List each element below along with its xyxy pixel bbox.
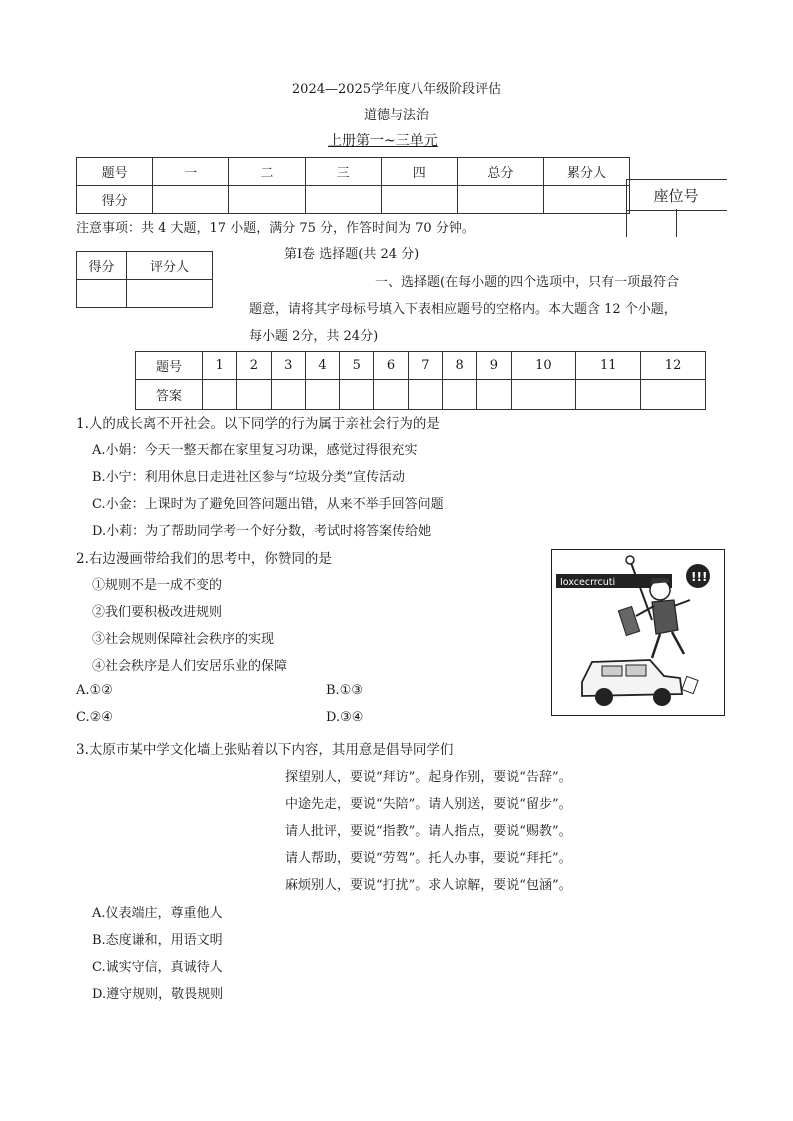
section-title: 第Ⅰ卷 选择题(共 24 分) (284, 247, 420, 262)
car-wheel (595, 688, 613, 706)
question-3-poem-line: 请人帮助，要说“劳驾”。托人办事，要说“拜托”。 (285, 851, 572, 866)
notice-text: 注意事项：共 4 大题，17 小题，满分 75 分，作答时间为 70 分钟。 (76, 221, 475, 236)
answer-table (135, 351, 706, 410)
answer-cell[interactable] (271, 380, 305, 410)
score-table-header: 一 (153, 158, 229, 186)
question-3-option-b: B.态度谦和，用语文明 (92, 933, 223, 948)
grader-table (76, 251, 213, 308)
question-2-statement-4: ④社会秩序是人们安居乐业的保障 (92, 659, 288, 674)
score-table-label: 得分 (77, 186, 153, 214)
question-3-option-c: C.诚实守信，真诚待人 (92, 960, 223, 975)
question-3-poem-line: 探望别人，要说“拜访”。起身作别，要说“告辞”。 (285, 770, 572, 785)
question-number: 11 (576, 352, 641, 380)
question-2-option-c: C.②④ (76, 710, 113, 725)
score-table-header: 题号 (77, 158, 153, 186)
grader-score-label: 得分 (77, 252, 127, 280)
question-3-poem-line: 麻烦别人，要说“打扰”。求人谅解，要说“包涵”。 (285, 878, 572, 893)
answer-cell[interactable] (408, 380, 442, 410)
seat-label: 座位号 (653, 187, 699, 205)
grader-score-cell[interactable] (77, 280, 127, 308)
question-1-option-b: B.小宁：利用休息日走进社区参与“垃圾分类”宣传活动 (92, 470, 405, 485)
cartoon-drawing (552, 550, 724, 715)
answer-cell[interactable] (442, 380, 476, 410)
score-table-header: 四 (381, 158, 457, 186)
section-instruction-3: 每小题 2分，共 24分) (249, 329, 379, 344)
question-number: 9 (477, 352, 511, 380)
grader-name-cell[interactable] (127, 280, 213, 308)
question-1-option-d: D.小莉：为了帮助同学考一个好分数，考试时将答案传给她 (92, 524, 432, 539)
question-2-option-b: B.①③ (326, 683, 363, 698)
score-cell[interactable] (543, 186, 629, 214)
exclaim-text: !!! (691, 570, 708, 584)
grader-label: 评分人 (127, 252, 213, 280)
question-number: 5 (340, 352, 374, 380)
score-table-header: 总分 (457, 158, 543, 186)
question-2-statement-1: ①规则不是一成不变的 (92, 578, 223, 593)
question-2-option-a: A.①② (76, 683, 113, 698)
answer-cell[interactable] (237, 380, 271, 410)
question-3-stem: 3.太原市某中学文化墙上张贴着以下内容，其用意是倡导同学们 (76, 742, 454, 758)
score-cell[interactable] (229, 186, 305, 214)
section-instruction-1: 一、选择题(在每小题的四个选项中，只有一项最符合 (375, 275, 680, 290)
question-2-option-d: D.③④ (326, 710, 364, 725)
question-2-statement-2: ②我们要积极改进规则 (92, 605, 223, 620)
scope-subtitle: 上册第一~三单元 (328, 133, 438, 149)
question-number: 3 (271, 352, 305, 380)
question-3-option-d: D.遵守规则，敬畏规则 (92, 987, 224, 1002)
answer-table-label: 答案 (136, 380, 203, 410)
cartoon-banner-text: Ioxcecrrcuti (560, 577, 616, 588)
question-3-poem-line: 中途先走，要说“失陪”。请人别送，要说“留步”。 (285, 797, 572, 812)
question-2-statement-3: ③社会规则保障社会秩序的实现 (92, 632, 275, 647)
exam-title: 2024—2025学年度八年级阶段评估 (291, 82, 502, 97)
question-3-option-a: A.仪表端庄，尊重他人 (92, 906, 223, 921)
score-table-header: 三 (305, 158, 381, 186)
question-1-stem: 1.人的成长离不开社会。以下同学的行为属于亲社会行为的是 (76, 416, 440, 432)
question-number: 6 (374, 352, 408, 380)
answer-cell[interactable] (576, 380, 641, 410)
answer-cell[interactable] (477, 380, 511, 410)
score-cell[interactable] (457, 186, 543, 214)
question-number: 4 (305, 352, 339, 380)
question-number: 8 (442, 352, 476, 380)
person-sign (618, 606, 639, 635)
question-number: 1 (203, 352, 237, 380)
section-instruction-2: 题意，请将其字母标号填入下表相应题号的空格内。本大题含 12 个小题， (249, 302, 677, 317)
answer-cell[interactable] (511, 380, 576, 410)
subject-title: 道德与法治 (363, 108, 429, 123)
question-number: 7 (408, 352, 442, 380)
question-1-option-a: A.小娟：今天一整天都在家里复习功课，感觉过得很充实 (92, 443, 418, 458)
question-1-option-c: C.小金：上课时为了避免回答问题出错，从来不举手回答问题 (92, 497, 444, 512)
answer-cell[interactable] (305, 380, 339, 410)
cartoon-illustration (551, 549, 725, 716)
answer-cell[interactable] (203, 380, 237, 410)
answer-cell[interactable] (374, 380, 408, 410)
question-number: 2 (237, 352, 271, 380)
seat-divider (676, 209, 677, 237)
question-number: 10 (511, 352, 576, 380)
score-cell[interactable] (153, 186, 229, 214)
score-cell[interactable] (381, 186, 457, 214)
car-wheel (653, 688, 671, 706)
question-number: 12 (641, 352, 706, 380)
answer-cell[interactable] (641, 380, 706, 410)
question-3-poem-line: 请人批评，要说“指教”。请人指点，要说“赐教”。 (285, 824, 572, 839)
answer-cell[interactable] (340, 380, 374, 410)
score-table (76, 157, 630, 214)
question-2-stem: 2.右边漫画带给我们的思考中，你赞同的是 (76, 551, 332, 567)
score-cell[interactable] (305, 186, 381, 214)
score-table-header: 累分人 (543, 158, 629, 186)
answer-table-header: 题号 (136, 352, 203, 380)
score-table-header: 二 (229, 158, 305, 186)
seat-divider (626, 209, 627, 237)
